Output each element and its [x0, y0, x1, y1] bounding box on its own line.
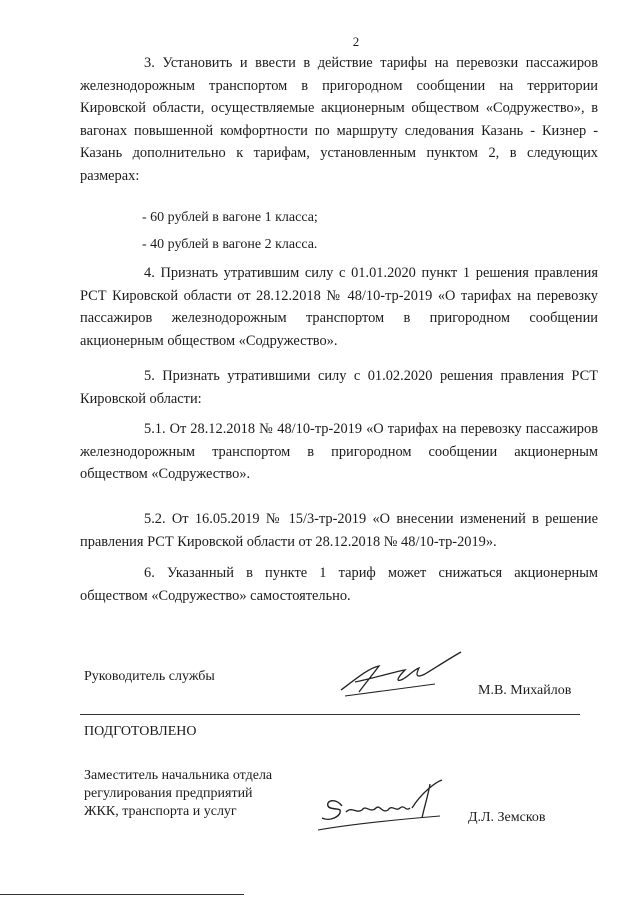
tariff-item-class-2: - 40 рублей в вагоне 2 класса. [142, 237, 318, 252]
divider-line [80, 714, 580, 715]
footer-line [0, 894, 244, 895]
paragraph-3: 3. Установить и ввести в действие тарифы на перевозки пассажиров железнодорожным транспортом в пригородном сообщении на территории Кировской области, осуществляемые акционерным обществом «Содружество», в вагонах повышенной комфортности по маршруту следования Казань - Кизнер - Казань дополнительно к тарифам, установленным пунктом 2, в следующих размерах: [80, 55, 598, 184]
paragraph-4: 4. Признать утратившим силу с 01.01.2020 пункт 1 решения правления РСТ Кировской области от 28.12.2018 № 48/10-тр-2019 «О тарифах на перевозку пассажиров железнодорожным транспортом в пригородном сообщении акционерным обществом «Содружество». [80, 265, 598, 349]
deputy-title-line-1: Заместитель начальника отдела [84, 768, 273, 783]
head-name: М.В. Михайлов [478, 683, 572, 698]
page-number: 2 [352, 34, 360, 49]
head-title: Руководитель службы [84, 669, 215, 684]
deputy-title-line-2: регулирования предприятий [84, 786, 253, 801]
prepared-heading: ПОДГОТОВЛЕНО [84, 724, 197, 739]
paragraph-6: 6. Указанный в пункте 1 тариф может снижаться акционерным обществом «Содружество» самостоятельно. [80, 565, 598, 604]
deputy-name: Д.Л. Земсков [468, 810, 546, 825]
head-signature-image [335, 648, 465, 700]
paragraph-5-1: 5.1. От 28.12.2018 № 48/10-тр-2019 «О тарифах на перевозку пассажиров железнодорожным транспортом в пригородном сообщении акционерным обществом «Содружество». [80, 421, 598, 482]
deputy-title-line-3: ЖКК, транспорта и услуг [84, 804, 237, 819]
paragraph-5-2: 5.2. От 16.05.2019 № 15/3-тр-2019 «О внесении изменений в решение правления РСТ Кировской области от 28.12.2018 № 48/10-тр-2019». [80, 511, 598, 550]
deputy-signature-image [312, 778, 462, 840]
tariff-item-class-1: - 60 рублей в вагоне 1 класса; [142, 210, 318, 225]
paragraph-5: 5. Признать утратившими силу с 01.02.2020 решения правления РСТ Кировской области: [80, 368, 598, 407]
